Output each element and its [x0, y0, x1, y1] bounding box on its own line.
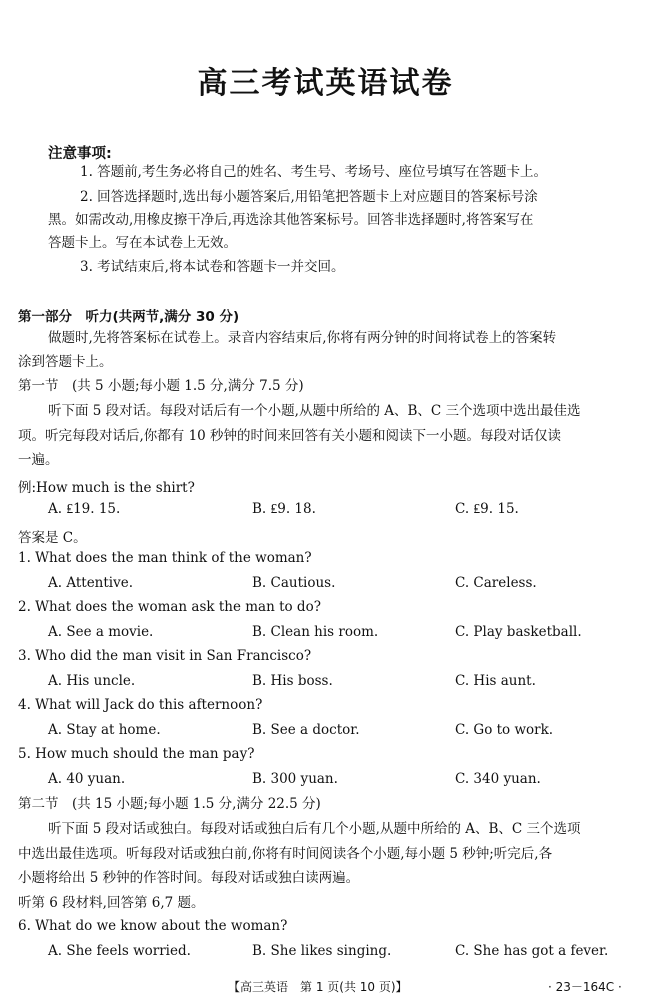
- section1-intro-line: 项。听完每段对话后,你都有 10 秒钟的时间来回答有关小题和阅读下一小题。每段对话仅读: [18, 428, 562, 444]
- part1-heading: 第一部分 听力(共两节,满分 30 分): [18, 309, 240, 325]
- notice-line: 答题卡上。写在本试卷上无效。: [48, 235, 237, 251]
- option-a: A. Attentive.: [48, 575, 134, 591]
- section2-heading: 第二节 (共 15 小题;每小题 1.5 分,满分 22.5 分): [18, 796, 321, 812]
- example-answer: 答案是 C。: [18, 530, 87, 546]
- notice-line: 1. 答题前,考生务必将自己的姓名、考生号、考场号、座位号填写在答题卡上。: [80, 164, 547, 180]
- question: 6. What do we know about the woman?: [18, 918, 288, 934]
- question: 1. What does the man think of the woman?: [18, 550, 312, 566]
- page-footer: 【高三英语 第 1 页(共 10 页)】: [228, 980, 408, 994]
- option-c: C. She has got a fever.: [455, 943, 609, 959]
- example-option-b: B. ₤9. 18.: [252, 501, 316, 517]
- option-c: C. Careless.: [455, 575, 537, 591]
- notice-line: 黑。如需改动,用橡皮擦干净后,再选涂其他答案标号。回答非选择题时,将答案写在: [48, 212, 534, 228]
- example-question: 例:How much is the shirt?: [18, 480, 195, 496]
- option-b: B. See a doctor.: [252, 722, 360, 738]
- option-b: B. His boss.: [252, 673, 333, 689]
- part1-intro-line: 涂到答题卡上。: [18, 354, 113, 370]
- option-c: C. Play basketball.: [455, 624, 582, 640]
- notice-heading: 注意事项:: [48, 146, 112, 162]
- option-c: C. Go to work.: [455, 722, 554, 738]
- example-option-a: A. ₤19. 15.: [48, 501, 121, 517]
- page-code: · 23－164C ·: [548, 980, 622, 994]
- material-instruction: 听第 6 段材料,回答第 6,7 题。: [18, 895, 205, 911]
- option-a: A. 40 yuan.: [48, 771, 126, 787]
- notice-line: 3. 考试结束后,将本试卷和答题卡一并交回。: [80, 259, 345, 275]
- section1-intro-line: 一遍。: [18, 452, 59, 468]
- option-b: B. 300 yuan.: [252, 771, 338, 787]
- option-b: B. Cautious.: [252, 575, 336, 591]
- option-a: A. She feels worried.: [48, 943, 191, 959]
- part1-intro-line: 做题时,先将答案标在试卷上。录音内容结束后,你将有两分钟的时间将试卷上的答案转: [48, 330, 557, 346]
- option-a: A. His uncle.: [48, 673, 136, 689]
- question: 2. What does the woman ask the man to do?: [18, 599, 321, 615]
- example-option-c: C. ₤9. 15.: [455, 501, 519, 517]
- option-c: C. His aunt.: [455, 673, 536, 689]
- section2-intro-line: 中选出最佳选项。听每段对话或独白前,你将有时间阅读各个小题,每小题 5 秒钟;听完后,各: [18, 846, 553, 862]
- section1-heading: 第一节 (共 5 小题;每小题 1.5 分,满分 7.5 分): [18, 378, 304, 394]
- section2-intro-line: 小题将给出 5 秒钟的作答时间。每段对话或独白读两遍。: [18, 870, 360, 886]
- notice-line: 2. 回答选择题时,选出每小题答案后,用铅笔把答题卡上对应题目的答案标号涂: [80, 189, 538, 205]
- exam-title: 高三考试英语试卷: [197, 66, 454, 101]
- option-a: A. Stay at home.: [48, 722, 161, 738]
- option-c: C. 340 yuan.: [455, 771, 541, 787]
- question: 5. How much should the man pay?: [18, 746, 255, 762]
- question: 4. What will Jack do this afternoon?: [18, 697, 263, 713]
- option-a: A. See a movie.: [48, 624, 154, 640]
- option-b: B. Clean his room.: [252, 624, 379, 640]
- question: 3. Who did the man visit in San Francisco?: [18, 648, 312, 664]
- section1-intro-line: 听下面 5 段对话。每段对话后有一个小题,从题中所给的 A、B、C 三个选项中选出最佳选: [48, 403, 581, 419]
- option-b: B. She likes singing.: [252, 943, 392, 959]
- section2-intro-line: 听下面 5 段对话或独白。每段对话或独白后有几个小题,从题中所给的 A、B、C 三个选项: [48, 821, 581, 837]
